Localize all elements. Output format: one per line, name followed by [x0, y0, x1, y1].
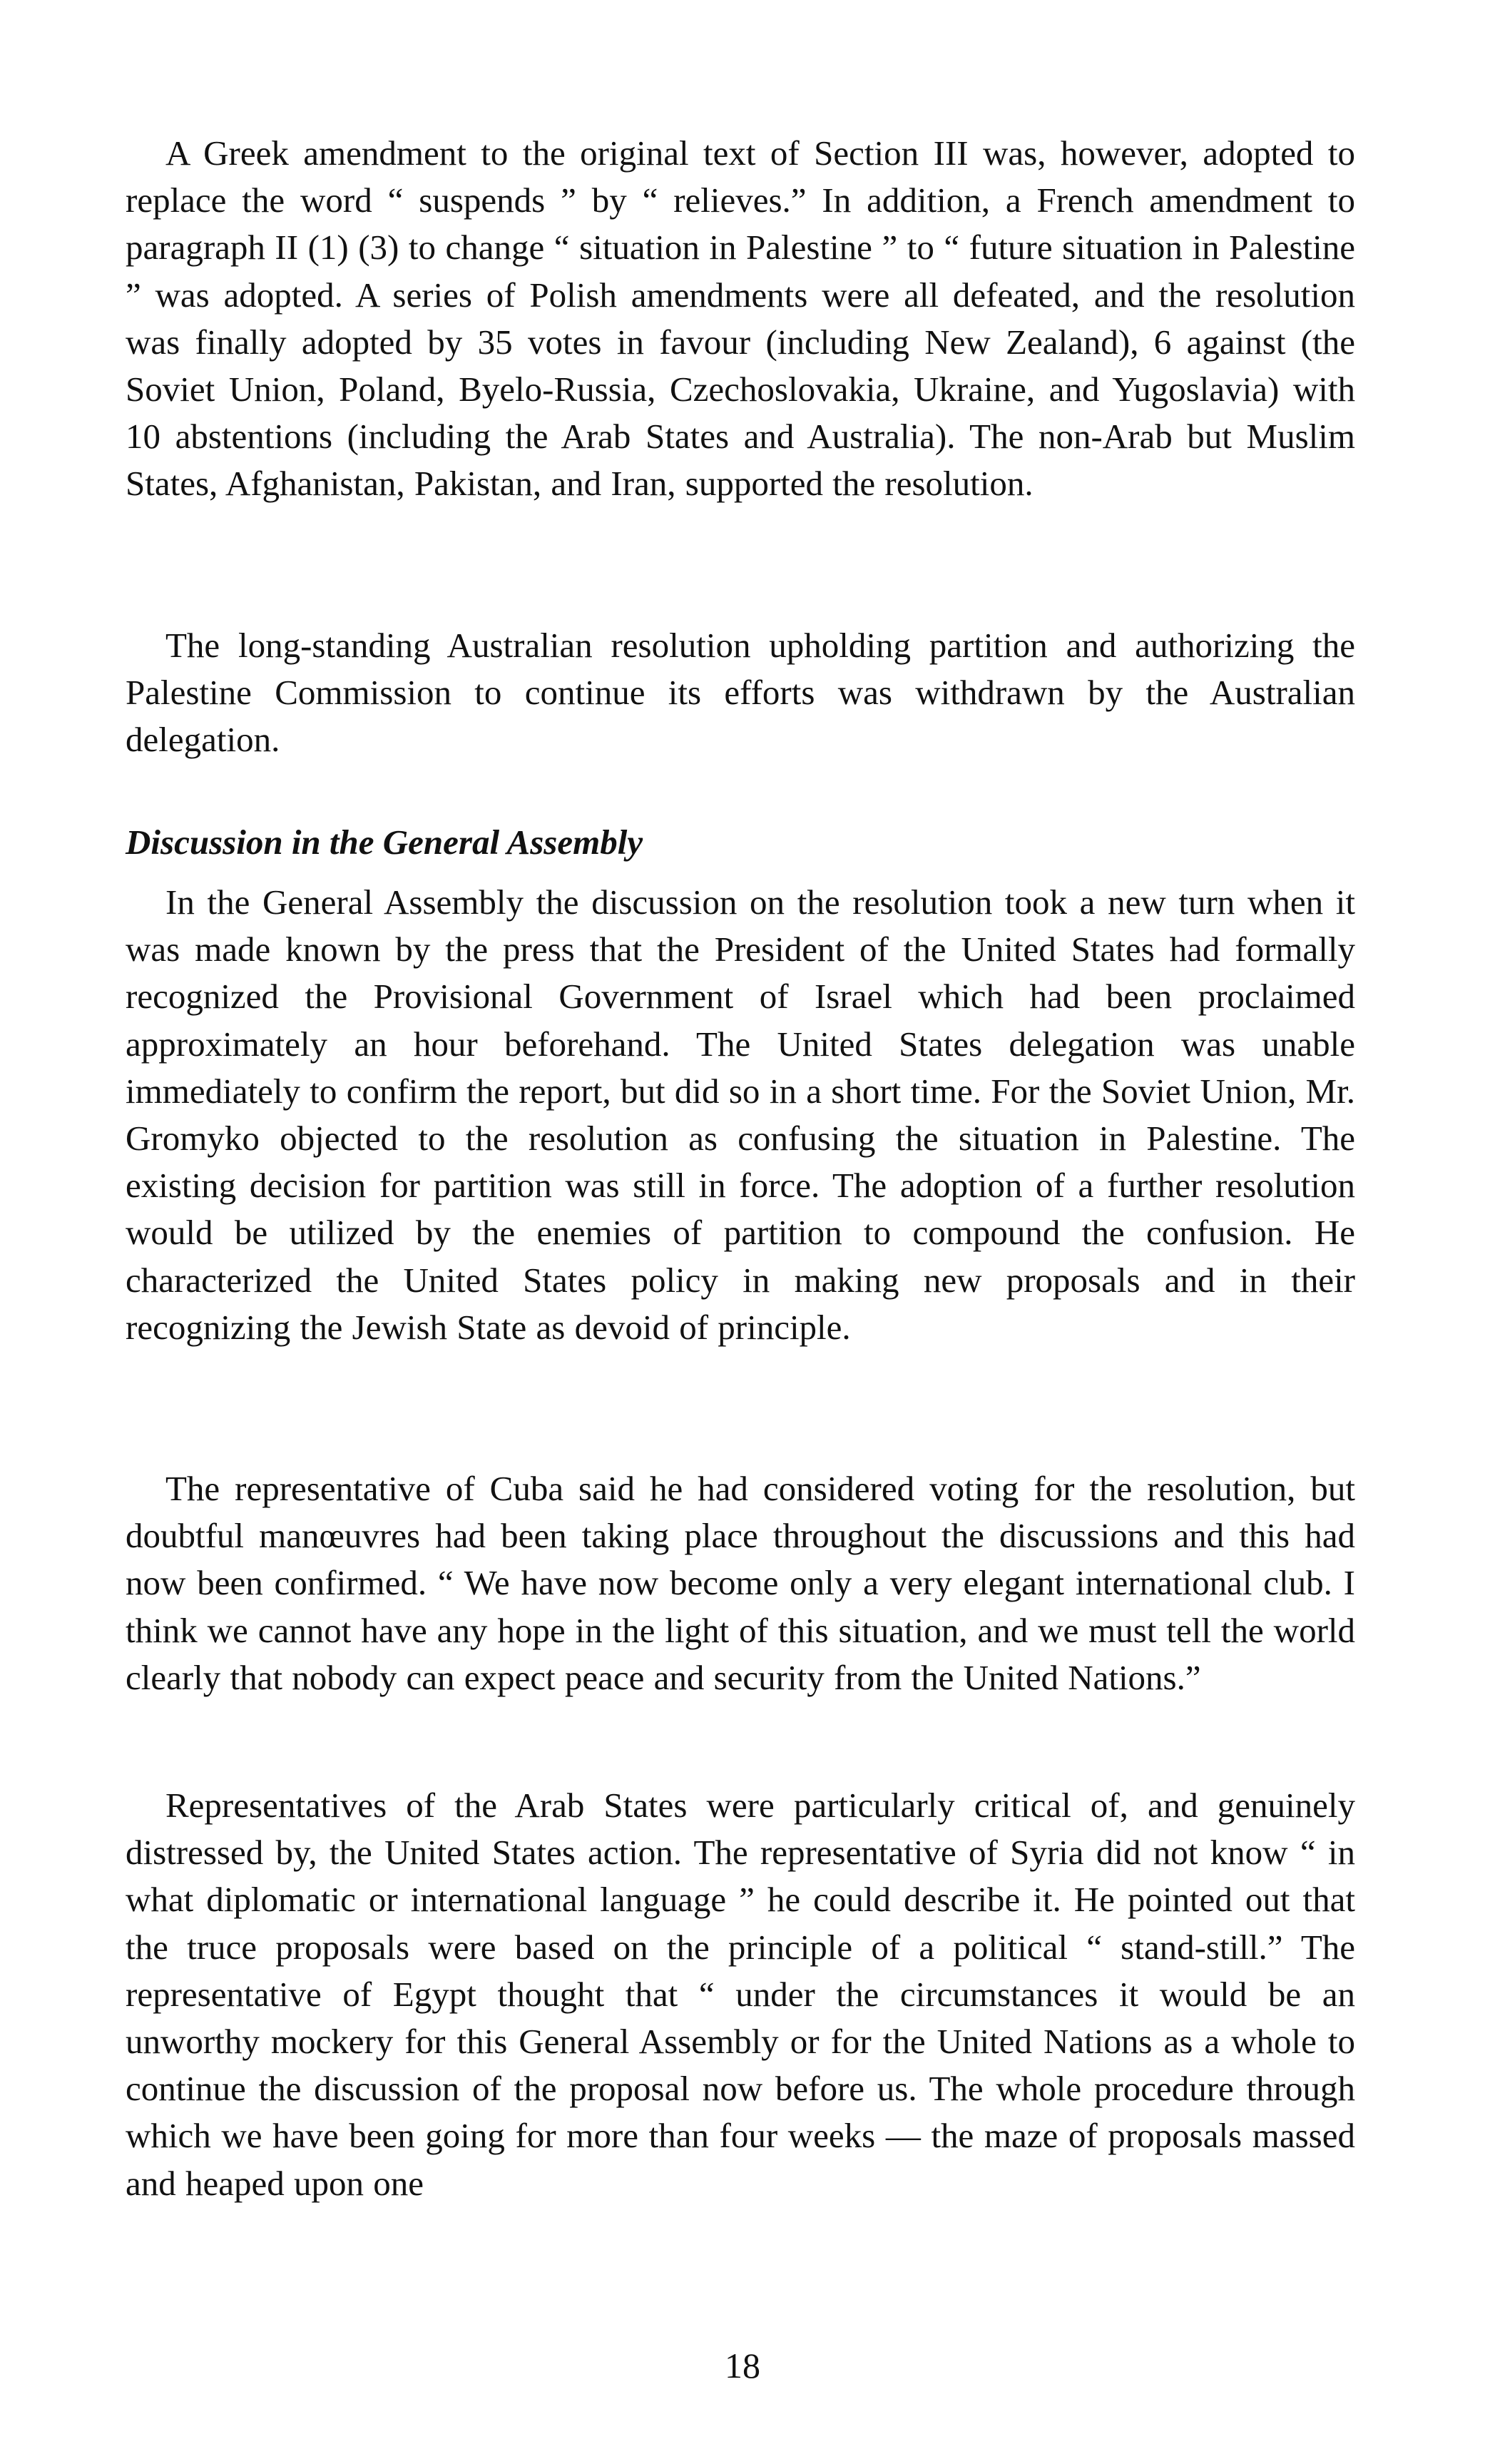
text-column-cuba — [126, 1465, 1355, 1701]
paragraph-arab-states: Representatives of the Arab States were particularly critical of, and genuinely distressed by, the United States action. The representative of Syria did not know “ in what diplomatic or international language ” he could describe it. He pointed out that the truce proposals were based on the principle of a political “ stand-still.” The representative of Egypt thought that “ under the circumstances it would be an unworthy mockery for this General Assembly or for the United Nations as a whole to continue the discussion of the proposal now before us. The whole procedure through which we have been going for more than four weeks — the maze of proposals massed and heaped upon one — [126, 1786, 1355, 2203]
paragraph-general-assembly: In the General Assembly the discussion on the resolution took a new turn when it was made known by the press that the President of the United States had formally recognized the Provisional Government of Israel which had been proclaimed approximately an hour beforehand. The United States delegation was unable immediately to confirm the report, but did so in a short time. For the Soviet Union, Mr. Gromyko objected to the resolution as confusing the situation in Palestine. The existing decision for partition was still in force. The adoption of a further resolution would be utilized by the enemies of partition to compound the confusion. He characterized the United States policy in making new proposals and in their recognizing the Jewish State as devoid of principle. — [126, 882, 1355, 1347]
text-column-australian — [126, 622, 1355, 764]
page-number: 18 — [725, 2346, 760, 2386]
text-column-arab-states — [126, 1782, 1355, 2207]
text-column-top — [126, 130, 1355, 508]
text-column-general-assembly — [126, 879, 1355, 1351]
paragraph-australian-resolution: The long-standing Australian resolution upholding partition and authorizing the Palestine Commission to continue its efforts was withdrawn by the Australian delegation. — [126, 626, 1355, 760]
paragraph-cuba: The representative of Cuba said he had considered voting for the resolution, but doubtful manœuvres had been taking place throughout the discussions and this had now been confirmed. “ We have now become only a very elegant international club. I think we cannot have any hope in the light of this situation, and we must tell the world clearly that nobody can expect peace and security from the United Nations.” — [126, 1469, 1355, 1697]
paragraph-greek-amendment: A Greek amendment to the original text of Section III was, however, adopted to replace the word “ suspends ” by “ relieves.” In addition, a French amendment to paragraph II (1) (3) to change “ situation in Palestine ” to “ future situation in Palestine ” was adopted. A series of Polish amendments were all defeated, and the resolution was finally adopted by 35 votes in favour (including New Zealand), 6 against (the Soviet Union, Poland, Byelo-Russia, Czechoslovakia, Ukraine, and Yugoslavia) with 10 abstentions (including the Arab States and Australia). The non-Arab but Muslim States, Afghanistan, Pakistan, and Iran, supported the resolution. — [126, 133, 1355, 504]
section-heading: Discussion in the General Assembly — [126, 823, 643, 862]
